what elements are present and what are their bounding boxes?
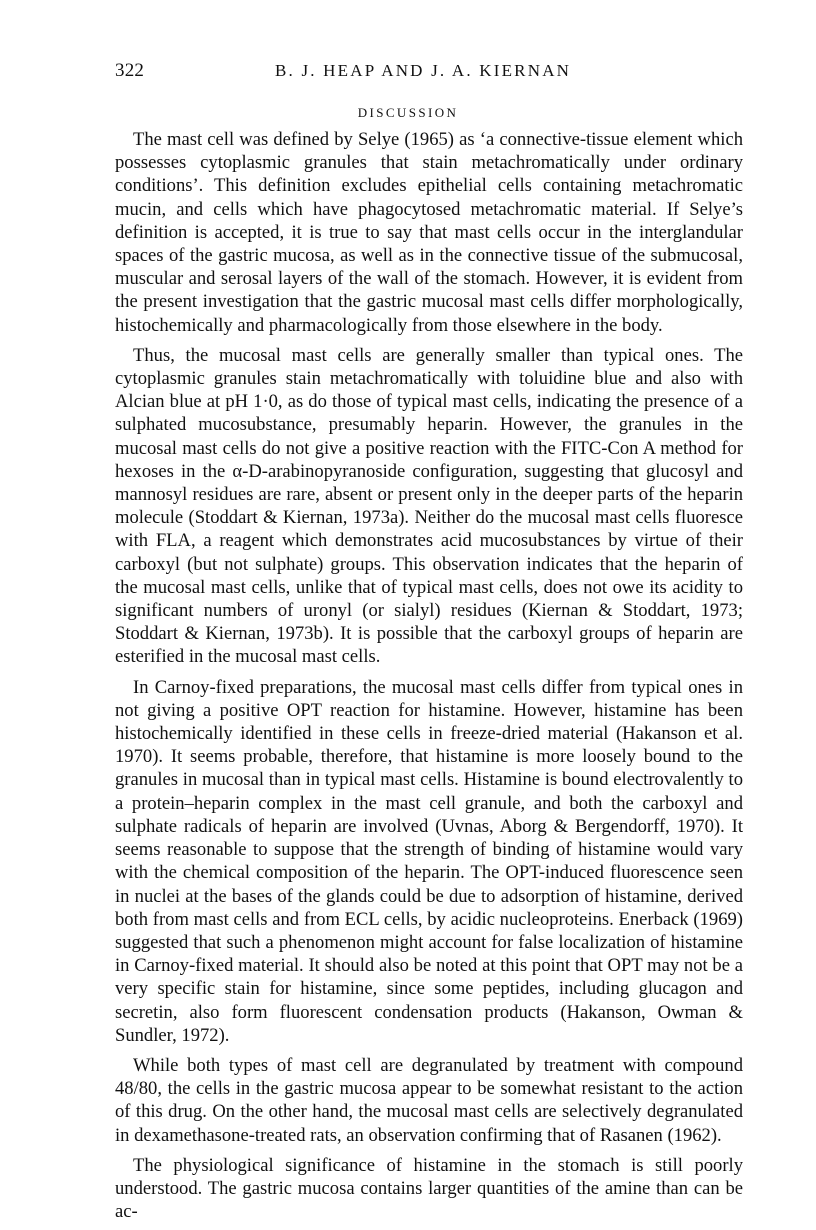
running-head: B. J. HEAP AND J. A. KIERNAN	[275, 61, 572, 80]
paragraph-5: The physiological significance of histamine in the stomach is still poorly understood. The gastric mucosa contains larger quantities of the amine than can be ac-	[115, 1154, 743, 1223]
page-number: 322	[115, 60, 145, 81]
page-header	[115, 60, 743, 86]
paragraph-1: The mast cell was defined by Selye (1965) as ‘a connective-tissue element which possesses cytoplasmic granules that stain metachromatically under ordinary conditions’. This definition excludes epithelial cells containing metachromatic mucin, and cells which have phagocytosed metachromatic material. If Selye’s definition is accepted, it is true to say that mast cells occur in the interglandular spaces of the gastric mucosa, as well as in the connective tissue of the submucosal, muscular and serosal layers of the wall of the stomach. However, it is evident from the present investigation that the gastric mucosal mast cells differ morphologically, histochemically and pharmacologically from those elsewhere in the body.	[115, 129, 743, 336]
paragraph-4: While both types of mast cell are degranulated by treatment with compound 48/80, the cells in the gastric mucosa appear to be somewhat resistant to the action of this drug. On the other hand, the mucosal mast cells are selectively degranulated in dexamethasone-treated rats, an observation confirming that of Rasanen (1962).	[115, 1054, 743, 1146]
body-text	[115, 128, 743, 1230]
paragraph-2: Thus, the mucosal mast cells are generally smaller than typical ones. The cytoplasmic granules stain metachromatically with toluidine blue and also with Alcian blue at pH 1·0, as do those of typical mast cells, indicating the presence of a sulphated mucosubstance, presumably heparin. However, the granules in the mucosal mast cells do not give a positive reaction with the FITC-Con A method for hexoses in the α-D-arabinopyranoside configuration, suggesting that glucosyl and mannosyl residues are rare, absent or present only in the deeper parts of the heparin molecule (Stoddart & Kiernan, 1973a). Neither do the mucosal mast cells fluoresce with FLA, a reagent which demonstrates acid mucosubstances by virtue of their carboxyl (but not sulphate) groups. This observation indicates that the heparin of the mucosal mast cells, unlike that of typical mast cells, does not owe its acidity to significant numbers of uronyl (or sialyl) residues (Kiernan & Stoddart, 1973; Stoddart & Kiernan, 1973b). It is possible that the carboxyl groups of heparin are esterified in the mucosal mast cells.	[115, 344, 743, 668]
paragraph-3: In Carnoy-fixed preparations, the mucosal mast cells differ from typical ones in not giving a positive OPT reaction for histamine. However, histamine has been histochemically identified in these cells in freeze-dried material (Hakanson et al. 1970). It seems probable, therefore, that histamine is more loosely bound to the granules in mucosal than in typical mast cells. Histamine is bound electrovalently to a protein–heparin complex in the mast cell granule, and both the carboxyl and sulphate radicals of heparin are involved (Uvnas, Aborg & Bergendorff, 1970). It seems reasonable to suppose that the strength of binding of histamine would vary with the chemical composition of the heparin. The OPT-induced fluorescence seen in nuclei at the bases of the glands could be due to adsorption of histamine, derived both from mast cells and from ECL cells, by acidic nucleoproteins. Enerback (1969) suggested that such a phenomenon might account for false localization of histamine in Carnoy-fixed material. It should also be noted at this point that OPT may not be a very specific stain for histamine, since some peptides, including glucagon and secretin, also form fluorescent condensation products (Hakanson, Owman & Sundler, 1972).	[115, 676, 743, 1046]
section-title: DISCUSSION	[357, 105, 459, 120]
